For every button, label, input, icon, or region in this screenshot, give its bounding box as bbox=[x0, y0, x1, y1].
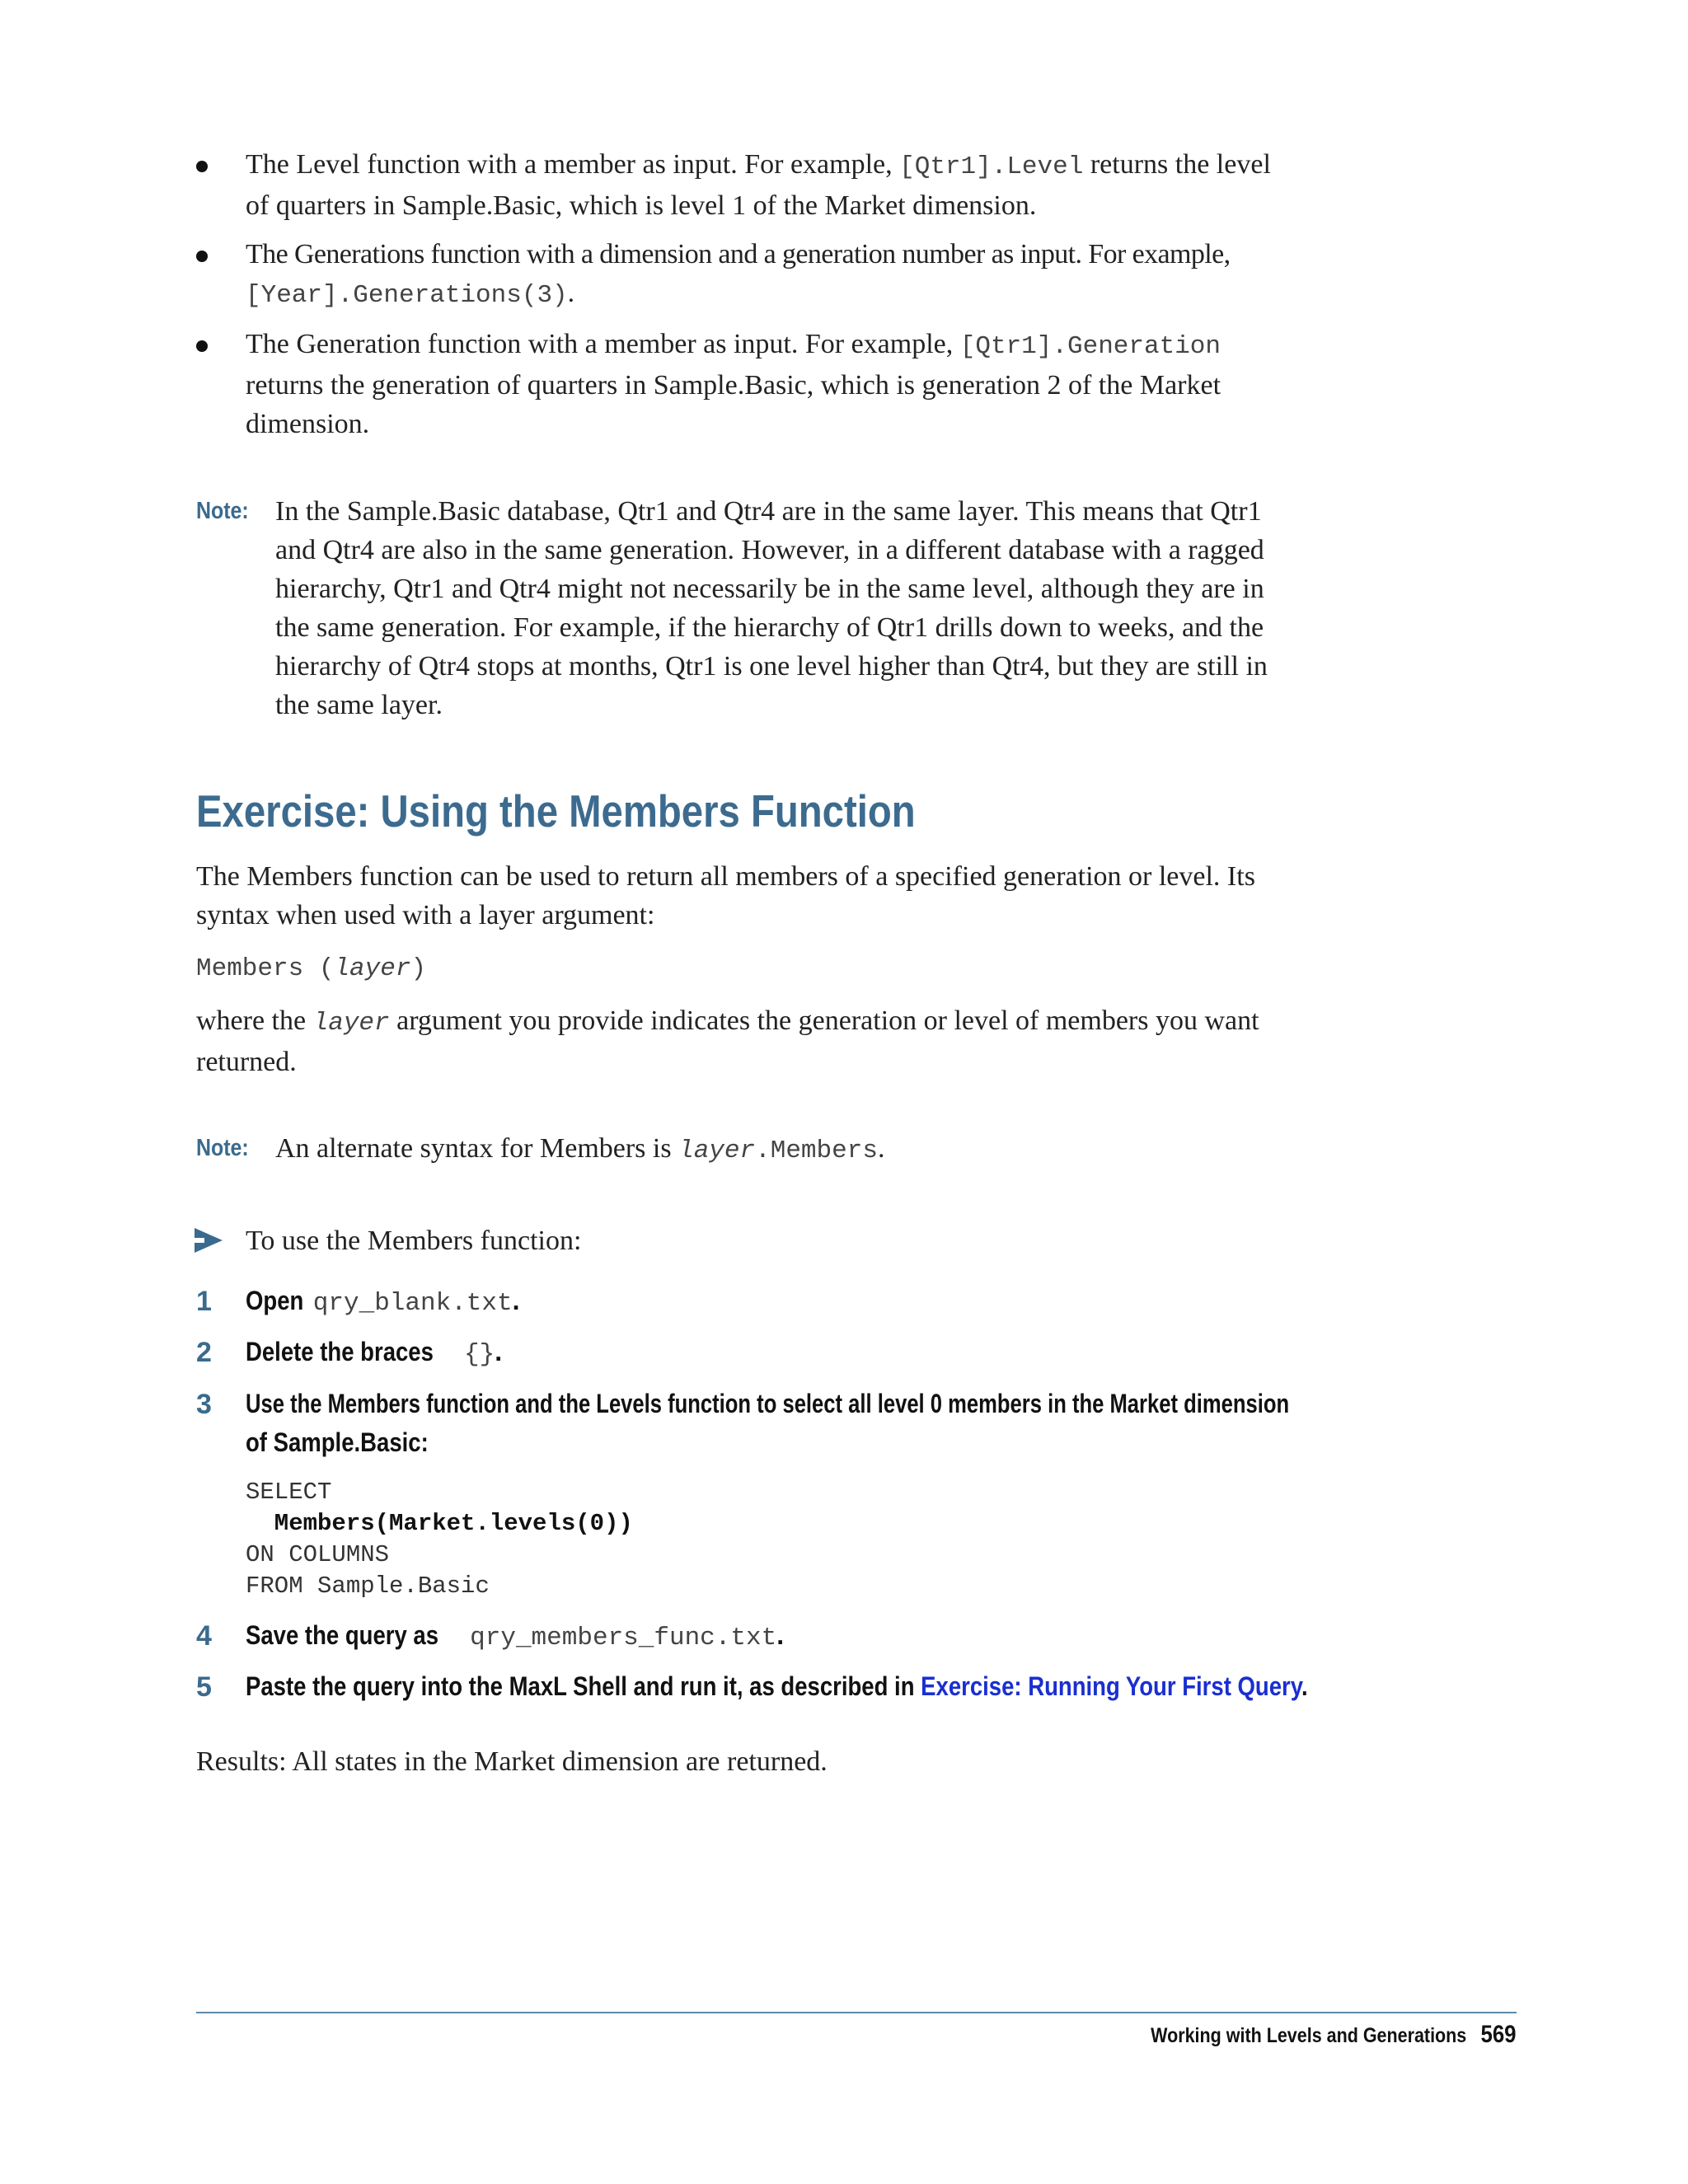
syntax-func: Members ( bbox=[196, 954, 335, 983]
bullet-text: The Generations function with a dimension and a generation number as input. For example, bbox=[246, 239, 1231, 269]
bullet-text: of quarters in Sample.Basic, which is level 1 of the Market dimension. bbox=[246, 190, 1037, 221]
bullet-item-generation bbox=[246, 325, 1221, 443]
step-2-text bbox=[246, 1333, 502, 1374]
bullet-item-generations bbox=[246, 235, 1230, 315]
code-line: SELECT bbox=[246, 1479, 332, 1506]
step-text: . bbox=[495, 1337, 503, 1366]
step-number: 1 bbox=[196, 1286, 212, 1317]
where-text: returned. bbox=[196, 1047, 297, 1077]
bullet-text: The Level function with a member as input. For example, bbox=[246, 149, 900, 180]
step-text: Use the Members function and the Levels function to select all level 0 members in the Market dimension bbox=[246, 1389, 1290, 1418]
inline-code: layer bbox=[678, 1137, 756, 1165]
syntax-arg: layer bbox=[334, 954, 411, 983]
bullet-text: The Generation function with a member as input. For example, bbox=[246, 329, 960, 359]
step-5-text bbox=[246, 1667, 1480, 1706]
where-text: argument you provide indicates the generation or level of members you want bbox=[389, 1005, 1259, 1036]
section-heading: Exercise: Using the Members Function bbox=[196, 785, 916, 837]
step-number: 3 bbox=[196, 1389, 212, 1420]
inline-code: qry_blank.txt bbox=[312, 1289, 513, 1318]
bullet-marker bbox=[196, 251, 208, 262]
step-text: Paste the query into the MaxL Shell and run it, as described in bbox=[246, 1671, 921, 1701]
where-text: where the bbox=[196, 1005, 313, 1036]
syntax-line bbox=[196, 954, 426, 983]
syntax-close: ) bbox=[410, 954, 427, 983]
note-line: the same generation. For example, if the hierarchy of Qtr1 drills down to weeks, and the bbox=[275, 612, 1264, 643]
inline-code: [Qtr1].Level bbox=[899, 152, 1084, 181]
note-text bbox=[275, 492, 1268, 724]
bullet-text: . bbox=[567, 278, 575, 308]
step-number: 2 bbox=[196, 1337, 212, 1368]
note-line: hierarchy, Qtr1 and Qtr4 might not necessarily be in the same level, although they are in bbox=[275, 574, 1264, 604]
bullet-marker bbox=[196, 161, 208, 172]
step-text: Open bbox=[246, 1286, 304, 1315]
inline-code: {} bbox=[464, 1340, 495, 1369]
step-number: 4 bbox=[196, 1620, 212, 1652]
bullet-text: returns the generation of quarters in Sample.Basic, which is generation 2 of the Market bbox=[246, 370, 1221, 401]
step-text: . bbox=[512, 1286, 520, 1315]
note-line: hierarchy of Qtr4 stops at months, Qtr1 is one level higher than Qtr4, but they are still in bbox=[275, 651, 1268, 682]
footer-title: Working with Levels and Generations bbox=[1151, 2024, 1467, 2047]
code-line: ON COLUMNS bbox=[246, 1541, 390, 1568]
inline-code: [Year].Generations(3) bbox=[246, 281, 568, 310]
intro-line: syntax when used with a layer argument: bbox=[196, 900, 655, 930]
where-paragraph bbox=[196, 1001, 1259, 1081]
step-3-text bbox=[246, 1385, 1550, 1462]
procedure-intro: To use the Members function: bbox=[246, 1226, 582, 1256]
code-line: FROM Sample.Basic bbox=[246, 1572, 490, 1600]
note-label: Note: bbox=[196, 1135, 249, 1161]
bullet-text: dimension. bbox=[246, 409, 370, 439]
note-line: An alternate syntax for Members is bbox=[275, 1133, 679, 1164]
note-line: . bbox=[877, 1133, 885, 1164]
code-line: Members(Market.levels(0)) bbox=[246, 1510, 633, 1537]
note-line: In the Sample.Basic database, Qtr1 and Qtr4 are in the same layer. This means that Qtr1 bbox=[275, 496, 1262, 527]
bullet-marker bbox=[196, 340, 208, 352]
step-text: Save the query as bbox=[246, 1620, 439, 1650]
step-1-text bbox=[246, 1282, 520, 1323]
note-text bbox=[275, 1129, 884, 1170]
bullet-item-level bbox=[246, 145, 1271, 225]
step-text: . bbox=[776, 1620, 785, 1650]
exercise-link[interactable]: Exercise: Running Your First Query bbox=[921, 1671, 1301, 1701]
step-text: Delete the braces bbox=[246, 1337, 434, 1366]
intro-paragraph bbox=[196, 857, 1255, 935]
page-footer bbox=[1091, 2021, 1517, 2049]
footer-rule bbox=[196, 2012, 1517, 2013]
code-block bbox=[246, 1477, 633, 1602]
inline-code: [Qtr1].Generation bbox=[959, 332, 1221, 361]
step-text: of Sample.Basic: bbox=[246, 1427, 429, 1457]
note-line: the same layer. bbox=[275, 690, 443, 720]
step-4-text bbox=[246, 1616, 784, 1657]
note-line: and Qtr4 are also in the same generation. However, in a different database with a ragged bbox=[275, 535, 1264, 565]
intro-line: The Members function can be used to return all members of a specified generation or level. Its bbox=[196, 861, 1255, 892]
step-number: 5 bbox=[196, 1671, 212, 1703]
where-arg: layer bbox=[312, 1009, 390, 1038]
note-label: Note: bbox=[196, 498, 249, 524]
results-paragraph: Results: All states in the Market dimension are returned. bbox=[196, 1746, 828, 1777]
page-number: 569 bbox=[1480, 2021, 1517, 2048]
inline-code: .Members bbox=[755, 1137, 878, 1165]
procedure-arrow-icon bbox=[195, 1228, 223, 1253]
bullet-text: returns the level bbox=[1083, 149, 1271, 180]
inline-code: qry_members_func.txt bbox=[470, 1624, 777, 1652]
step-text: . bbox=[1301, 1671, 1308, 1701]
